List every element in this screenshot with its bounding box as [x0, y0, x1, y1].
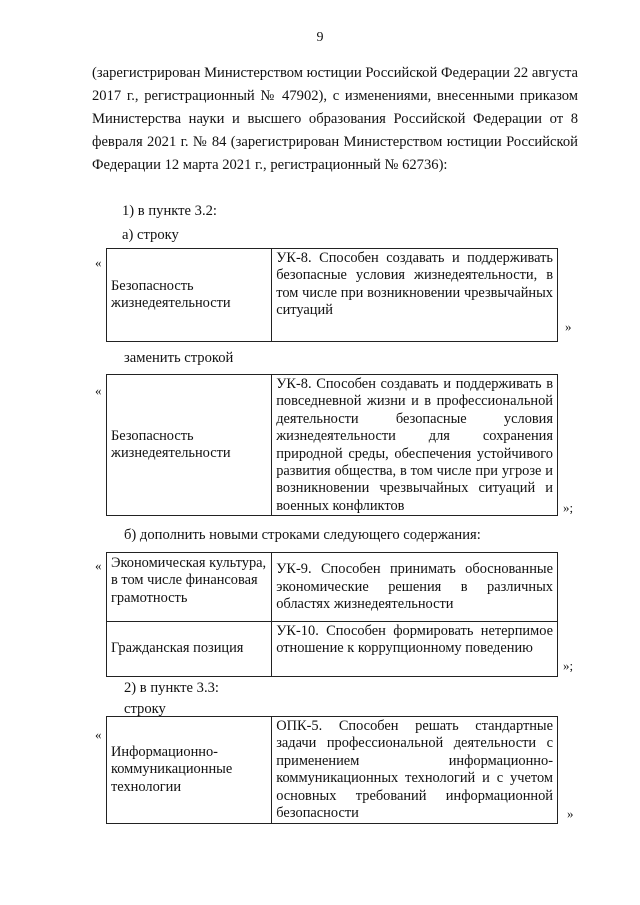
table-row [107, 249, 558, 342]
table-cell-competence: УК-8. Способен создавать и поддерживать в повседневной жизни и в профессиональной деятельности безопасные условия жизнедеятельности для сохранения природной среды, обеспечения устойчивого развития общества, в том числе при угрозе и возникновении чрезвычайных ситуаций и военных конфликтов [272, 375, 558, 516]
item-2-heading: 2) в пункте 3.3: [124, 680, 219, 696]
table-cell-discipline: Экономическая культура, в том числе финансовая грамотность [107, 553, 272, 622]
item-1a-heading: а) строку [122, 227, 179, 243]
quote-open: « [95, 558, 102, 573]
table-new-row [106, 374, 558, 516]
table-cell-competence: УК-8. Способен создавать и поддерживать безопасные условия жизнедеятельности, в том числе при возникновении чрезвычайных ситуаций [272, 249, 558, 342]
item-2-row-label: строку [124, 701, 166, 717]
intro-paragraph: (зарегистрирован Министерством юстиции Российской Федерации 22 августа 2017 г., регистрационный № 47902), с изменениями, внесенными приказом Министерства науки и высшего образования Российской Федерации от 8 февраля 2021 г. № 84 (зарегистрирован Министерством юстиции Российской Федерации 12 марта 2021 г., регистрационный № 62736): [92, 65, 578, 173]
table-row [107, 553, 558, 622]
quote-close-semicolon: »; [563, 658, 574, 673]
quote-close: » [565, 319, 572, 334]
table-row [107, 717, 558, 824]
quote-close-semicolon: »; [563, 500, 574, 515]
quote-open: « [95, 727, 102, 742]
table-cell-discipline: Безопасность жизнедеятельности [107, 249, 272, 342]
item-1-heading: 1) в пункте 3.2: [122, 203, 217, 219]
table-cell-discipline: Информационно-коммуникационные технологии [107, 717, 272, 824]
quote-open: « [95, 255, 102, 270]
table-added-rows [106, 552, 558, 677]
table-old-row [106, 248, 558, 342]
table-row [107, 375, 558, 516]
table-opk-row [106, 716, 558, 824]
table-cell-competence: УК-10. Способен формировать нетерпимое отношение к коррупционному поведению [272, 622, 558, 677]
table-cell-discipline: Безопасность жизнедеятельности [107, 375, 272, 516]
table-cell-competence: УК-9. Способен принимать обоснованные экономические решения в различных областях жизнедеятельности [272, 553, 558, 622]
table-row [107, 622, 558, 677]
item-1b-heading: б) дополнить новыми строками следующего содержания: [124, 527, 481, 543]
quote-open: « [95, 383, 102, 398]
replace-with-label: заменить строкой [124, 350, 234, 366]
table-cell-competence: ОПК-5. Способен решать стандартные задачи профессиональной деятельности с применением информационно-коммуникационных технологий и с учетом основных требований информационной безопасности [272, 717, 558, 824]
page-number: 9 [316, 30, 324, 45]
table-cell-discipline: Гражданская позиция [107, 622, 272, 677]
quote-close: » [567, 806, 574, 821]
